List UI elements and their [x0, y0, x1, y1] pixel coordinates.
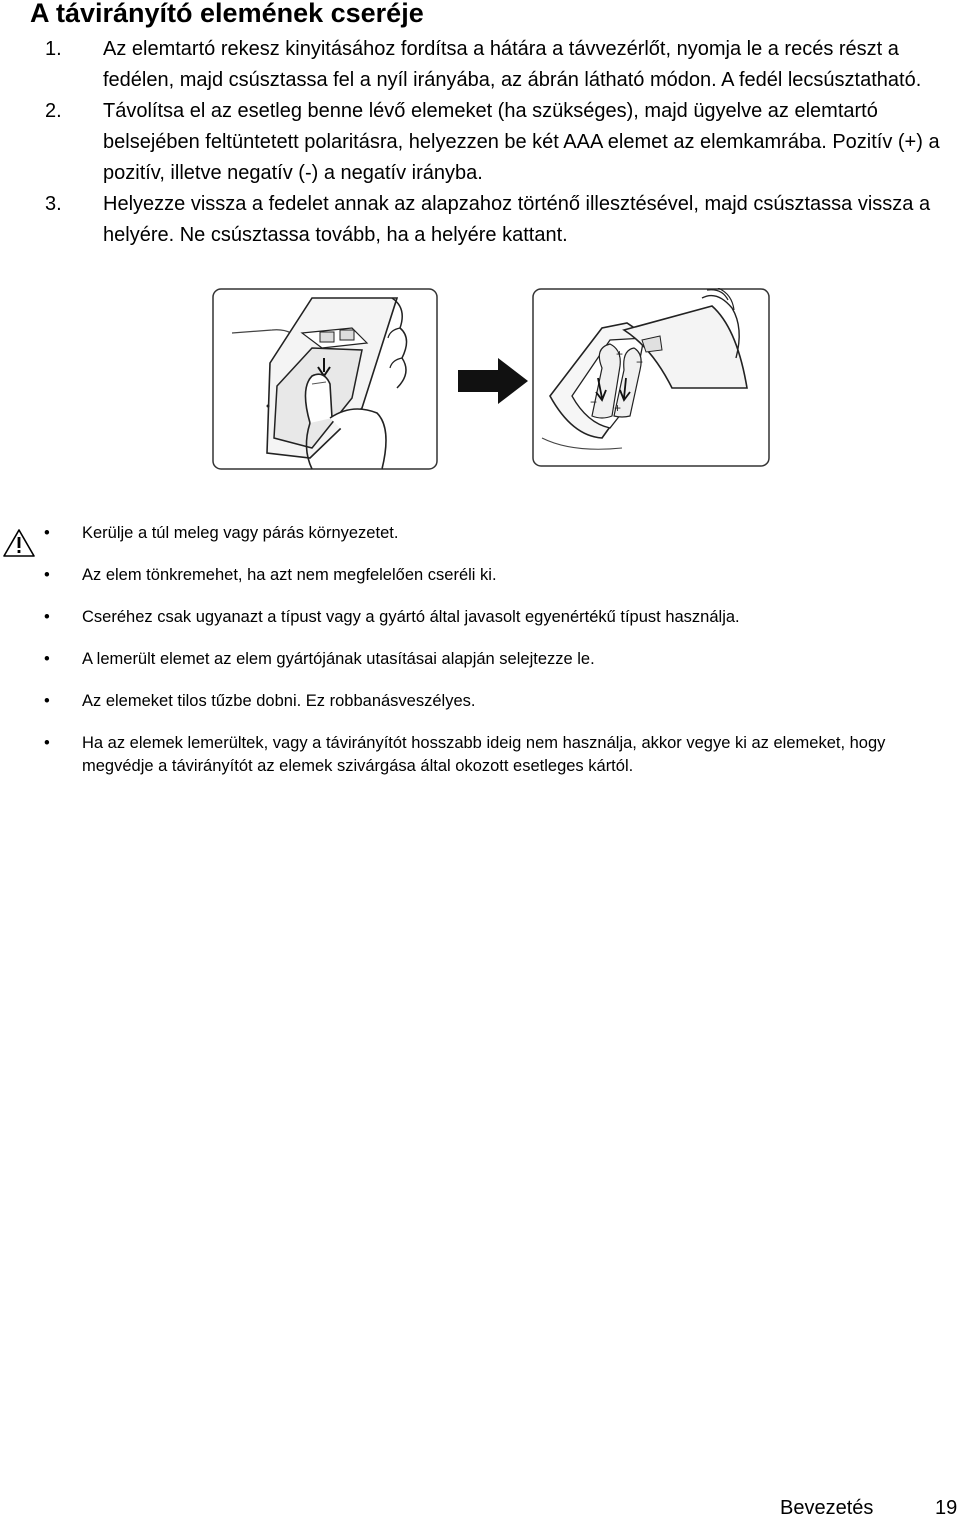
- step-number: 3.: [45, 193, 62, 215]
- right-arrow-icon: [458, 358, 528, 404]
- bullet: •: [44, 566, 50, 584]
- list-item: [44, 690, 944, 713]
- step-text: Helyezze vissza a fedelet annak az alapzahoz történő illesztésével, majd csúsztassa vissza a helyére. Ne csúsztassa tovább, ha a helyére kattant.: [103, 193, 931, 246]
- note-text: Cseréhez csak ugyanazt a típust vagy a gyártó által javasolt egyenértékű típust használja.: [82, 608, 740, 626]
- instruction-steps: [45, 34, 945, 251]
- note-text: A lemerült elemet az elem gyártójának utasításai alapján selejtezze le.: [82, 650, 595, 668]
- battery-insertion-illustration: [532, 288, 770, 470]
- bullet: •: [44, 692, 50, 710]
- battery-minus-bottom: −: [590, 395, 598, 409]
- note-text: Kerülje a túl meleg vagy párás környezetet.: [82, 524, 399, 542]
- warning-notes-list: [44, 522, 944, 797]
- step-2: [45, 96, 945, 189]
- list-item: [44, 522, 944, 545]
- page-number: 19: [935, 1497, 958, 1519]
- step-text: Az elemtartó rekesz kinyitásához fordítsa a hátára a távvezérlőt, nyomja le a recés részt a fedélen, majd csúsztassa fel a nyíl irányába, az ábrán látható módon. A fedél lecsúsztatható.: [103, 38, 922, 91]
- list-item: [44, 732, 944, 778]
- bullet: •: [44, 524, 50, 542]
- list-item: [44, 564, 944, 587]
- step-number: 1.: [45, 38, 62, 60]
- bullet: •: [44, 608, 50, 626]
- step-1: [45, 34, 945, 96]
- note-text: Az elemeket tilos tűzbe dobni. Ez robbanásveszélyes.: [82, 692, 476, 710]
- list-item: [44, 606, 944, 629]
- step-text: Távolítsa el az esetleg benne lévő elemeket (ha szükséges), majd ügyelve az elemtartó belsejében feltüntetett polaritásra, helyezzen be két AAA elemet az elemkamrába. Pozitív (+) a pozitív, illetve negatív (-) a negatív irányba.: [103, 100, 940, 184]
- battery-minus-top: −: [636, 355, 644, 369]
- bullet: •: [44, 650, 50, 668]
- bullet: •: [44, 734, 50, 752]
- warning-triangle-icon: [2, 528, 36, 558]
- note-text: Az elem tönkremehet, ha azt nem megfelelően cseréli ki.: [82, 566, 497, 584]
- list-item: [44, 648, 944, 671]
- battery-plus-top: +: [616, 347, 624, 361]
- remote-cover-slide-illustration: [212, 288, 438, 470]
- step-3: [45, 189, 945, 251]
- battery-plus-bottom: +: [614, 401, 622, 415]
- step-number: 2.: [45, 100, 62, 122]
- battery-replacement-illustration: [210, 288, 770, 470]
- page-title: A távirányító elemének cseréje: [30, 0, 424, 28]
- footer-section-name: Bevezetés: [780, 1497, 874, 1519]
- note-text: Ha az elemek lemerültek, vagy a távirányítót hosszabb ideig nem használja, akkor vegye ki az elemeket, hogy megvédje a távirányítót az elemek szivárgása által okozott esetleges kártól.: [82, 734, 886, 775]
